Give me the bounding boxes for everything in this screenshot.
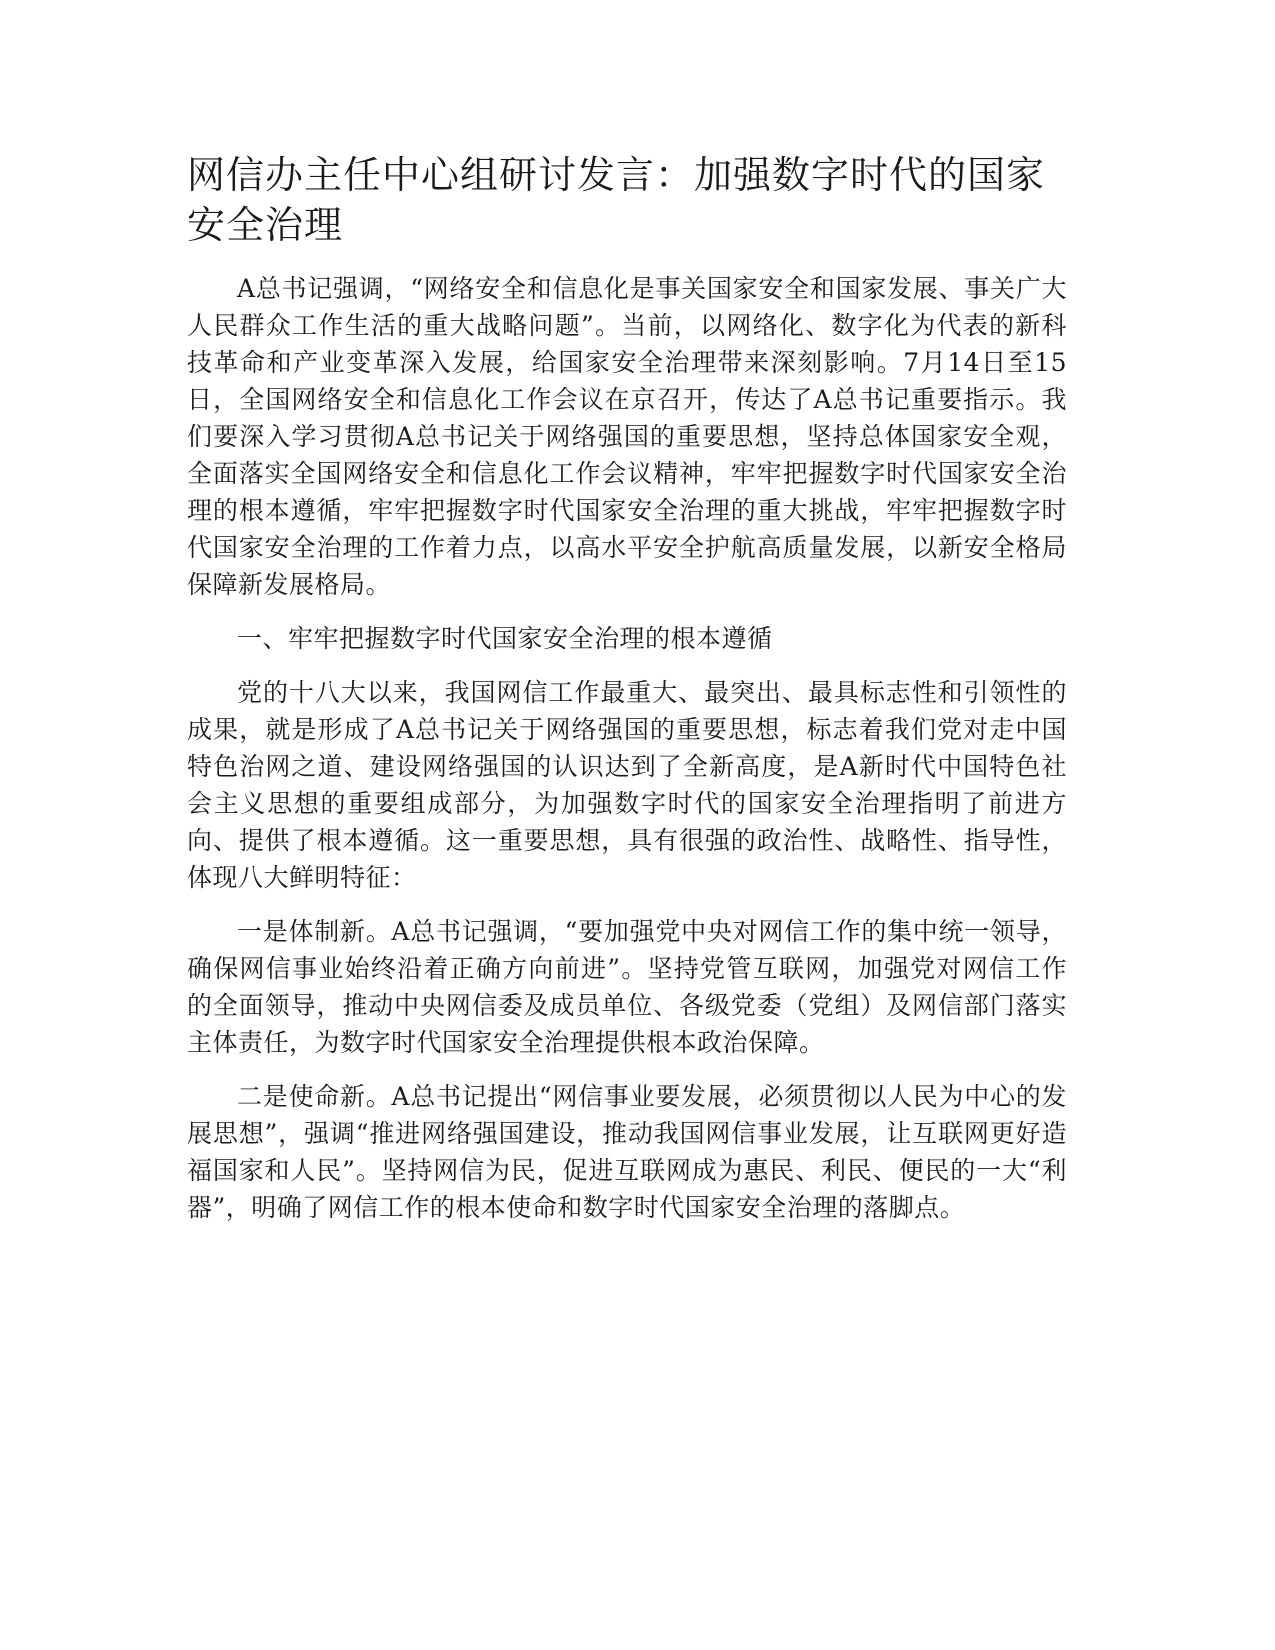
document-title: 网信办主任中心组研讨发言：加强数字时代的国家安全治理	[187, 153, 1046, 247]
paragraph-intro: A总书记强调，“网络安全和信息化是事关国家安全和国家发展、事关广大人民群众工作生活的重大战略问题”。当前，以网络化、数字化为代表的新科技革命和产业变革深入发展，给国家安全治理带来深刻影响。7月14日至15日，全国网络安全和信息化工作会议在京召开，传达了A总书记重要指示。我们要深入学习贯彻A总书记关于网络强国的重要思想，坚持总体国家安全观，全面落实全国网络安全和信息化工作会议精神，牢牢把握数字时代国家安全治理的根本遵循，牢牢把握数字时代国家安全治理的重大挑战，牢牢把握数字时代国家安全治理的工作着力点，以高水平安全护航高质量发展，以新安全格局保障新发展格局。	[187, 274, 1067, 599]
paragraph-point-1: 一是体制新。A总书记强调，“要加强党中央对网信工作的集中统一领导，确保网信事业始终沿着正确方向前进”。坚持党管互联网，加强党对网信工作的全面领导，推动中央网信委及成员单位、各级党委（党组）及网信部门落实主体责任，为数字时代国家安全治理提供根本政治保障。	[187, 917, 1067, 1057]
document-page	[187, 150, 1067, 1243]
paragraph-point-2: 二是使命新。A总书记提出“网信事业要发展，必须贯彻以人民为中心的发展思想”，强调“推进网络强国建设，推动我国网信事业发展，让互联网更好造福国家和人民”。坚持网信为民，促进互联网成为惠民、利民、便民的一大“利器”，明确了网信工作的根本使命和数字时代国家安全治理的落脚点。	[187, 1082, 1067, 1222]
section-heading-1: 一、牢牢把握数字时代国家安全治理的根本遵循	[237, 624, 773, 653]
paragraph-section-1-body: 党的十八大以来，我国网信工作最重大、最突出、最具标志性和引领性的成果，就是形成了A总书记关于网络强国的重要思想，标志着我们党对走中国特色治网之道、建设网络强国的认识达到了全新高度，是A新时代中国特色社会主义思想的重要组成部分，为加强数字时代的国家安全治理指明了前进方向、提供了根本遵循。这一重要思想，具有很强的政治性、战略性、指导性，体现八大鲜明特征：	[187, 678, 1067, 892]
